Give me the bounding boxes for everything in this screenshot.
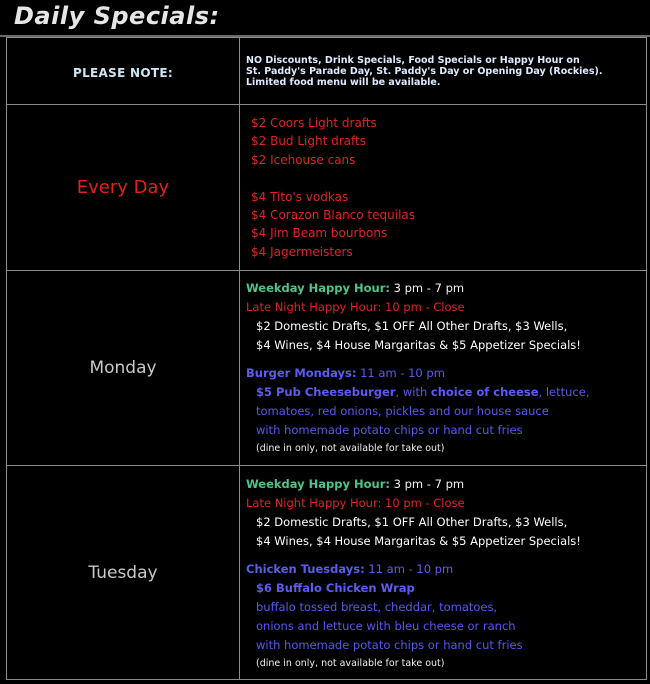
deal-line: $2 Domestic Drafts, $1 OFF All Other Drafts, $3 Wells, — [256, 515, 568, 529]
note-line: St. Paddy's Parade Day, St. Paddy's Day or Opening Day (Rockies). — [246, 65, 603, 77]
late-night-line: Late Night Happy Hour: 10 pm - Close — [246, 299, 465, 314]
special-desc-line: with homemade potato chips or hand cut fries — [256, 638, 523, 652]
special-item-bold: choice of cheese — [430, 384, 539, 399]
tuesday-label: Tuesday — [88, 562, 158, 583]
special-title-line — [246, 560, 646, 579]
note-text — [246, 47, 646, 96]
note-label-cell — [7, 38, 240, 105]
page-title: Daily Specials: — [14, 2, 220, 30]
fine-print: (dine in only, not available for take out) — [256, 658, 445, 669]
note-text-cell — [240, 38, 647, 105]
everyday-row — [7, 105, 647, 271]
specials-table — [6, 37, 647, 680]
spacer — [246, 551, 646, 560]
note-row — [7, 38, 647, 105]
note-line: Limited food menu will be available. — [246, 76, 441, 88]
happy-hour-line — [246, 279, 646, 298]
tuesday-specials-cell — [240, 466, 647, 680]
special-item-name: $6 Buffalo Chicken Wrap — [256, 581, 415, 595]
special-desc-line: tomatoes, red onions, pickles and our house sauce — [256, 403, 549, 418]
special-item-name: $5 Pub Cheeseburger — [256, 384, 396, 399]
monday-row — [7, 271, 647, 466]
happy-hour-label: Weekday Happy Hour: — [246, 477, 390, 491]
special-desc-line: buffalo tossed breast, cheddar, tomatoes, — [256, 600, 498, 614]
deal-line: $2 Domestic Drafts, $1 OFF All Other Drafts, $3 Wells, — [256, 318, 568, 333]
special-time: 11 am - 10 pm — [364, 562, 454, 576]
drink-item: $2 Bud Light drafts — [251, 134, 366, 149]
everyday-label: Every Day — [76, 177, 170, 198]
deal-line: $4 Wines, $4 House Margaritas & $5 Appetizer Specials! — [256, 534, 581, 548]
deal-line: $4 Wines, $4 House Margaritas & $5 Appetizer Specials! — [256, 337, 581, 352]
everyday-drinks-cell — [240, 105, 647, 271]
monday-label-cell — [7, 271, 240, 466]
late-night-line: Late Night Happy Hour: 10 pm - Close — [246, 496, 465, 510]
happy-hour-time: 3 pm - 7 pm — [390, 477, 465, 491]
happy-hour-time: 3 pm - 7 pm — [390, 280, 465, 295]
everyday-label-cell — [7, 105, 240, 271]
monday-specials-cell — [240, 271, 647, 466]
special-label: Chicken Tuesdays: — [246, 562, 365, 576]
special-item-mid: , with — [395, 384, 431, 399]
drink-item: $4 Corazon Blanco tequilas — [251, 208, 416, 223]
note-line: NO Discounts, Drink Specials, Food Specials or Happy Hour on — [246, 54, 580, 66]
special-label: Burger Mondays: — [246, 365, 357, 380]
special-desc-line: onions and lettuce with bleu cheese or ranch — [256, 619, 516, 633]
happy-hour-label: Weekday Happy Hour: — [246, 280, 390, 295]
drink-item: $2 Icehouse cans — [251, 152, 356, 167]
spacer — [246, 355, 646, 364]
happy-hour-line — [246, 475, 646, 494]
drink-item: $2 Coors Light drafts — [251, 115, 377, 130]
special-title-line — [246, 364, 646, 383]
spacer — [246, 169, 646, 188]
special-desc-line: with homemade potato chips or hand cut fries — [256, 422, 523, 437]
special-item-line — [246, 383, 646, 402]
tuesday-label-cell — [7, 466, 240, 680]
special-item-tail: , lettuce, — [538, 384, 590, 399]
drink-item: $4 Tito's vodkas — [251, 189, 349, 204]
tuesday-row — [7, 466, 647, 680]
monday-label: Monday — [89, 358, 157, 378]
drink-item: $4 Jagermeisters — [251, 244, 353, 259]
note-label: PLEASE NOTE: — [73, 65, 173, 80]
special-time: 11 am - 10 pm — [356, 365, 445, 380]
drink-item: $4 Jim Beam bourbons — [251, 226, 388, 241]
fine-print: (dine in only, not available for take out) — [256, 442, 445, 454]
